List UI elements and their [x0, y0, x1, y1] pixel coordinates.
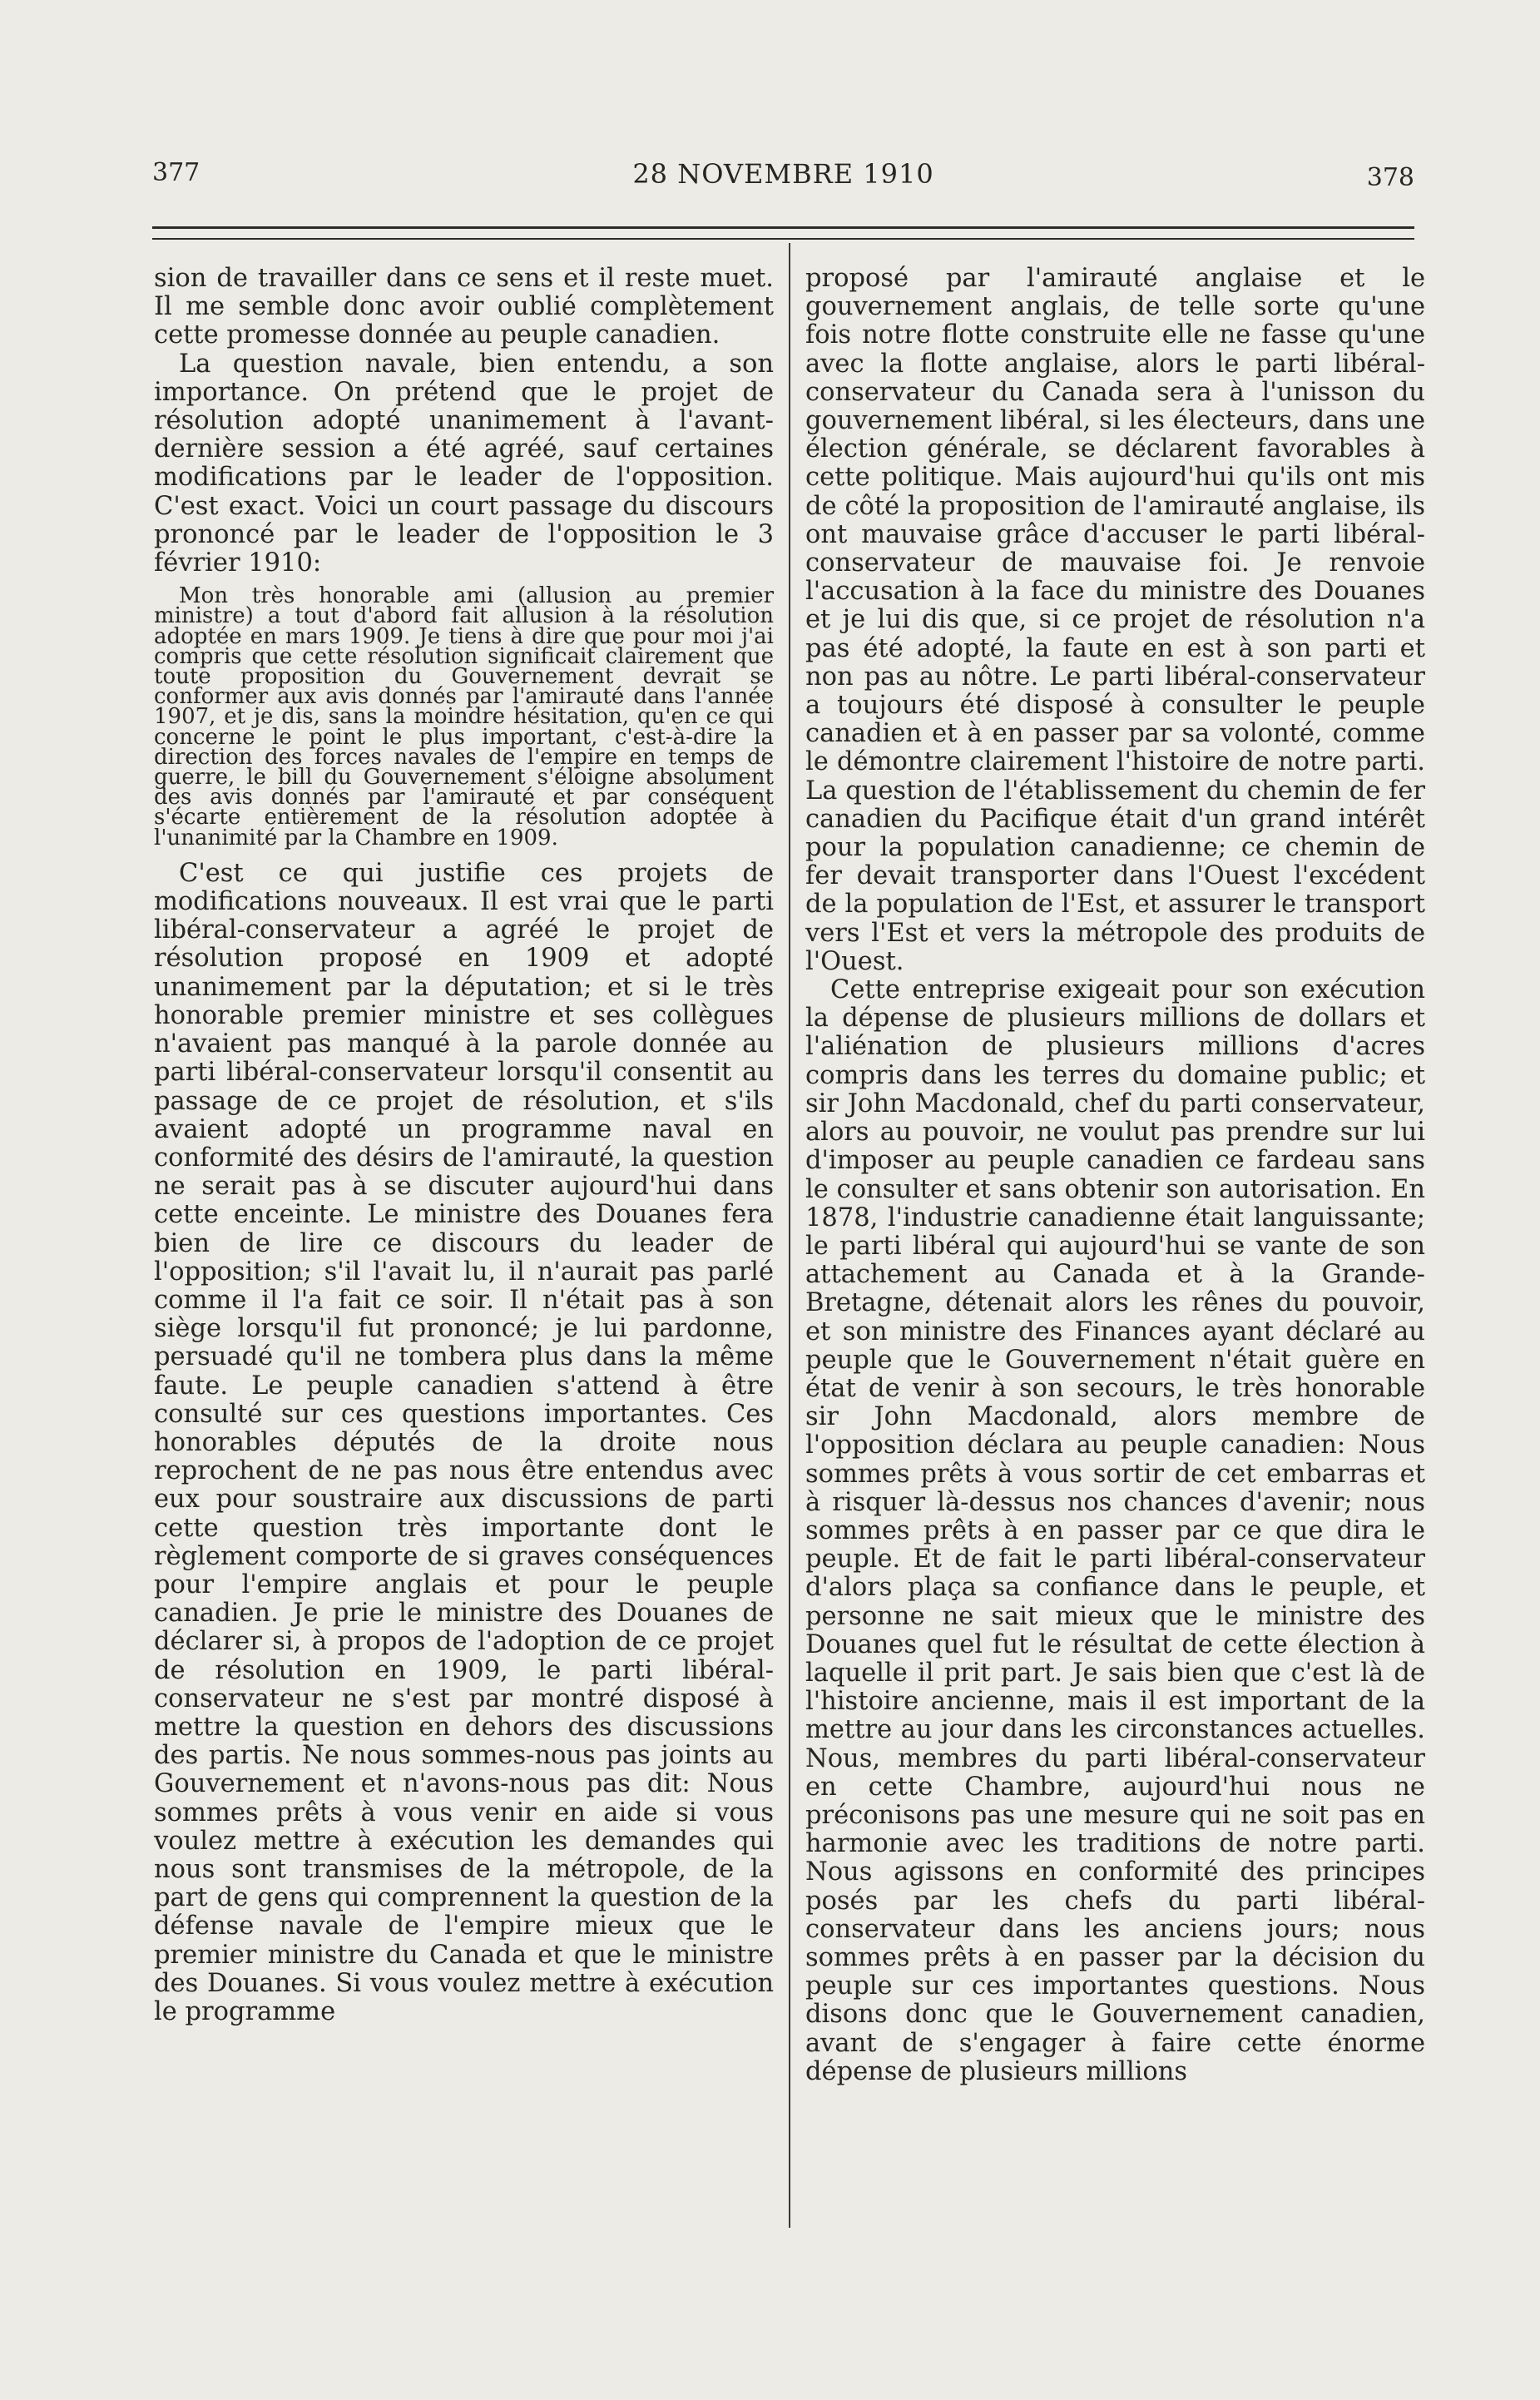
page-number-left: 377	[152, 158, 201, 187]
quoted-passage: Mon très honorable ami (allusion au premier ministre) a tout d'abord fait allusion à la résolution adoptée en mars 1909. Je tiens à dire que pour moi j'ai compris que cette résolution significait clairement que toute proposition du Gouvernement devrait se conformer aux avis donnés par l'amirauté dans l'année 1907, et je dis, sans la moindre hésitation, qu'en ce qui concerne le point le plus important, c'est-à-dire la direction des forces navales de l'empire en temps de guerre, le bill du Gouvernement s'éloigne absolument des avis donnés par l'amirauté et par conséquent s'écarte entièrement de la résolution adoptée à l'unanimité par la Chambre en 1909.	[154, 583, 774, 850]
right-column	[805, 265, 1425, 2086]
page-number-right: 378	[1366, 163, 1414, 192]
header-rule-bottom	[152, 238, 1414, 240]
column-divider	[789, 243, 790, 2228]
left-paragraph-1: sion de travailler dans ce sens et il reste muet. Il me semble donc avoir oublié complètement cette promesse donnée au peuple canadien.	[154, 264, 774, 350]
left-paragraph-3: C'est ce qui justifie ces projets de modifications nouveaux. Il est vrai que le parti libéral-conservateur a agréé le projet de résolution proposé en 1909 et adopté unanimement par la députation; et si le très honorable premier ministre et ses collègues n'avaient pas manqué à la parole donnée au parti libéral-conservateur lorsqu'il consentit au passage de ce projet de résolution, et s'ils avaient adopté un programme naval en conformité des désirs de l'amirauté, la question ne serait pas à se discuter aujourd'hui dans cette enceinte. Le ministre des Douanes fera bien de lire ce discours du leader de l'opposition; s'il l'avait lu, il n'aurait pas parlé comme il l'a fait ce soir. Il n'était pas à son siège lorsqu'il fut prononcé; je lui pardonne, persuadé qu'il ne tombera plus dans la même faute. Le peuple canadien s'attend à être consulté sur ces questions importantes. Ces honorables députés de la droite nous reprochent de ne pas nous être entendus avec eux pour soustraire aux discussions de parti cette question très importante dont le règlement comporte de si graves conséquences pour l'empire anglais et pour le peuple canadien. Je prie le ministre des Douanes de déclarer si, à propos de l'adoption de ce projet de résolution en 1909, le parti libéral-conservateur ne s'est par montré disposé à mettre la question en dehors des discussions des partis. Ne nous sommes-nous pas joints au Gouvernement et n'avons-nous pas dit: Nous sommes prêts à vous venir en aide si vous voulez mettre à exécution les demandes qui nous sont transmises de la métropole, de la part de gens qui comprennent la question de la défense navale de l'empire mieux que le premier ministre du Canada et que le ministre des Douanes. Si vous voulez mettre à exécution le programme	[154, 858, 774, 2026]
page-header	[152, 158, 1414, 208]
left-column	[154, 265, 774, 2026]
header-rule-top	[152, 226, 1414, 229]
right-paragraph-2: Cette entreprise exigeait pour son exécution la dépense de plusieurs millions de dollars et l'aliénation de plusieurs millions d'acres compris dans les terres du domaine public; et sir John Macdonald, chef du parti conservateur, alors au pouvoir, ne voulut pas prendre sur lui d'imposer au peuple canadien ce fardeau sans le consulter et sans obtenir son autorisation. En 1878, l'industrie canadienne était languissante; le parti libéral qui aujourd'hui se vante de son attachement au Canada et à la Grande-Bretagne, détenait alors les rênes du pouvoir, et son ministre des Finances ayant déclaré au peuple que le Gouvernement n'était guère en état de venir à son secours, le très honorable sir John Macdonald, alors membre de l'opposition déclara au peuple canadien: Nous sommes prêts à vous sortir de cet embarras et à risquer là-dessus nos chances d'avenir; nous sommes prêts à en passer par ce que dira le peuple. Et de fait le parti libéral-conservateur d'alors plaça sa confiance dans le peuple, et personne ne sait mieux que le ministre des Douanes quel fut le résultat de cette élection à laquelle il prit part. Je sais bien que c'est là de l'histoire ancienne, mais il est important de la mettre au jour dans les circonstances actuelles. Nous, membres du parti libéral-conservateur en cette Chambre, aujourd'hui nous ne préconisons pas une mesure qui ne soit pas en harmonie avec les traditions de notre parti. Nous agissons en conformité des principes posés par les chefs du parti libéral-conservateur dans les anciens jours; nous sommes prêts à en passer par la décision du peuple sur ces importantes questions. Nous disons donc que le Gouvernement canadien, avant de s'engager à faire cette énorme dépense de plusieurs millions	[805, 975, 1425, 2086]
left-paragraph-2: La question navale, bien entendu, a son importance. On prétend que le projet de résolution adopté unanimement à l'avant-dernière session a été agréé, sauf certaines modifications par le leader de l'opposition. C'est exact. Voici un court passage du discours prononcé par le leader de l'opposition le 3 février 1910:	[154, 349, 774, 578]
page-date-title: 28 NOVEMBRE 1910	[632, 158, 934, 190]
right-paragraph-1: proposé par l'amirauté anglaise et le gouvernement anglais, de telle sorte qu'une fois notre flotte construite elle ne fasse qu'une avec la flotte anglaise, alors le parti libéral-conservateur du Canada sera à l'unisson du gouvernement libéral, si les électeurs, dans une élection générale, se déclarent favorables à cette politique. Mais aujourd'hui qu'ils ont mis de côté la proposition de l'amirauté anglaise, ils ont mauvaise grâce d'accuser le parti libéral-conservateur de mauvaise foi. Je renvoie l'accusation à la face du ministre des Douanes et je lui dis que, si ce projet de résolution n'a pas été adopté, la faute en est à son parti et non pas au nôtre. Le parti libéral-conservateur a toujours été disposé à consulter le peuple canadien et à en passer par sa volonté, comme le démontre clairement l'histoire de notre parti. La question de l'établissement du chemin de fer canadien du Pacifique était d'un grand intérêt pour la population canadienne; ce chemin de fer devait transporter dans l'Ouest l'excédent de la population de l'Est, et assurer le transport vers l'Est et vers la métropole des produits de l'Ouest.	[805, 264, 1425, 976]
